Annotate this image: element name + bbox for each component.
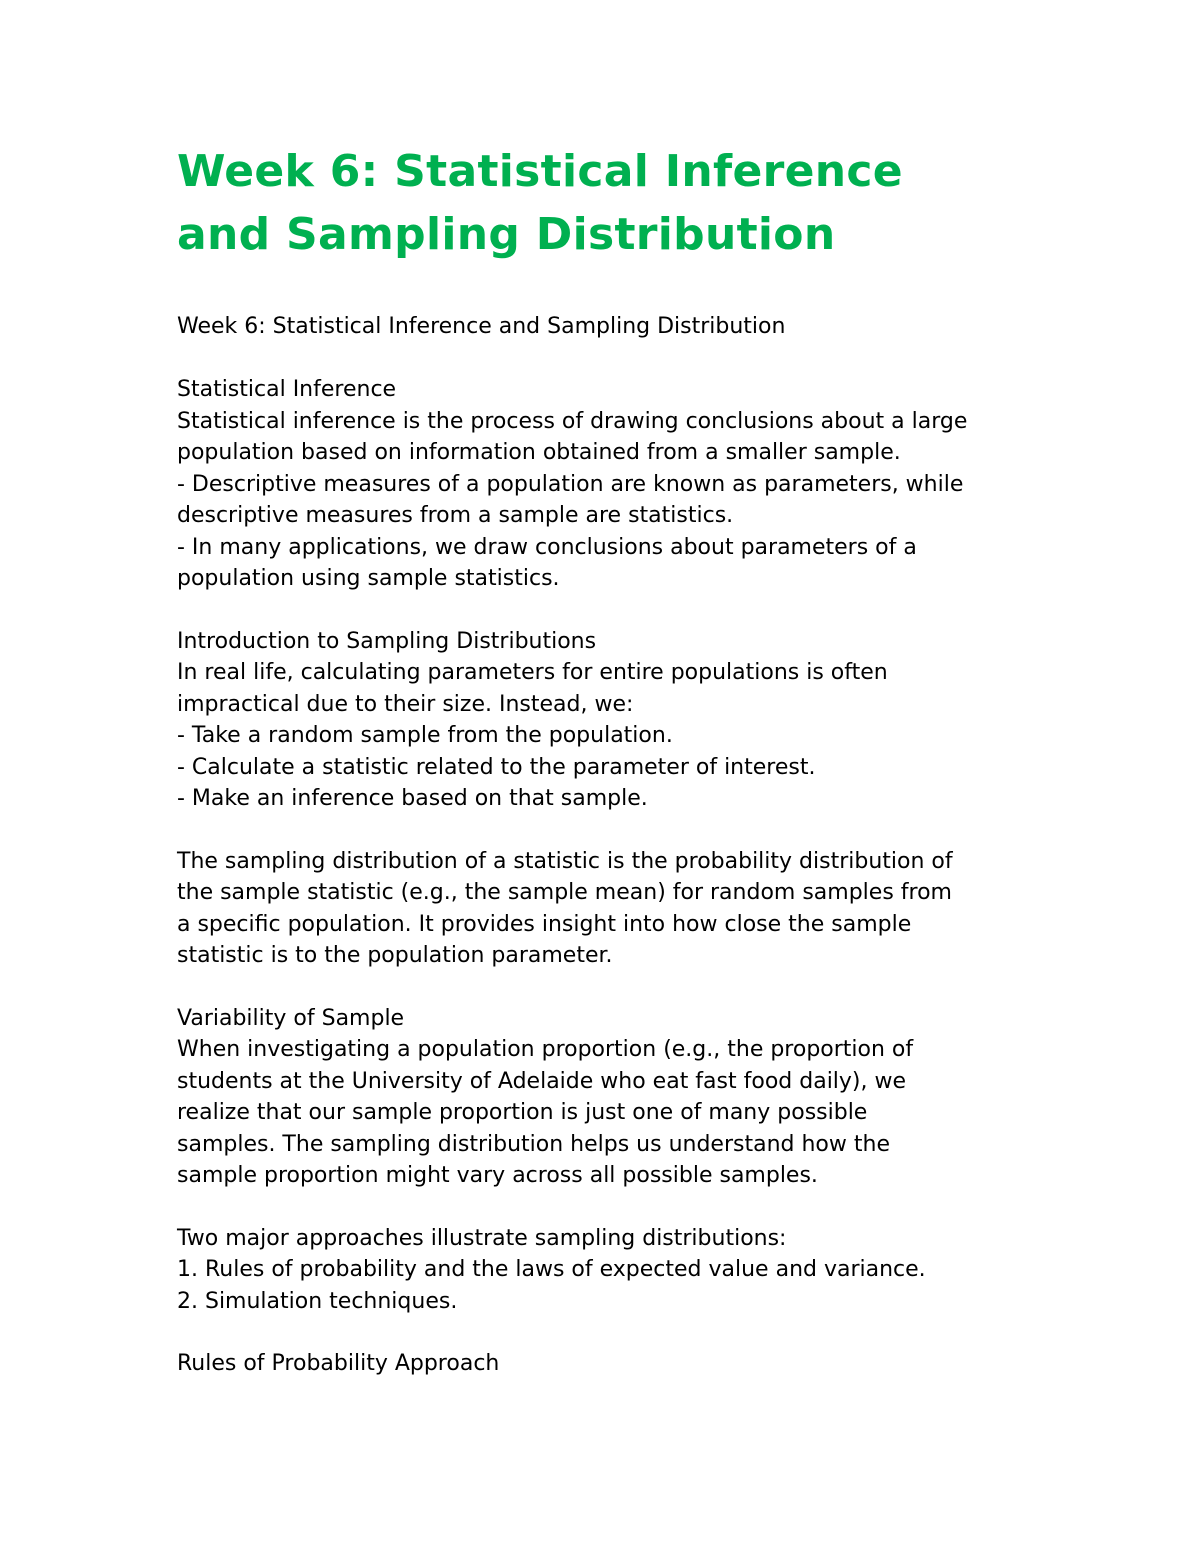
paragraph-line: The sampling distribution of a statistic is the probability distribution of	[177, 848, 953, 874]
intro-heading: Week 6: Statistical Inference and Sampling Distribution	[177, 314, 786, 339]
document-content	[177, 140, 1057, 1380]
section-statistical-inference	[177, 374, 1057, 595]
bullet-line: - Descriptive measures of a population are known as parameters, while	[177, 471, 964, 497]
paragraph-line: a specific population. It provides insight into how close the sample	[177, 911, 912, 937]
bullet-line: - Take a random sample from the population.	[177, 723, 673, 748]
paragraph-line: samples. The sampling distribution helps us understand how the	[177, 1131, 890, 1157]
paragraph-line: Statistical inference is the process of drawing conclusions about a large	[177, 408, 968, 434]
bullet-line: population using sample statistics.	[177, 566, 560, 591]
paragraph-line: realize that our sample proportion is just one of many possible	[177, 1100, 868, 1125]
section-heading: Rules of Probability Approach	[177, 1351, 500, 1376]
paragraph-line: students at the University of Adelaide who eat fast food daily), we	[177, 1068, 907, 1094]
paragraph-line: impractical due to their size. Instead, we:	[177, 691, 634, 717]
title-line-1: Week 6: Statistical Inference	[177, 146, 903, 197]
section-rules-of-probability	[177, 1348, 1057, 1380]
bullet-line: descriptive measures from a sample are statistics.	[177, 503, 734, 528]
paragraph-line: When investigating a population proportion (e.g., the proportion of	[177, 1037, 914, 1062]
section-heading: Statistical Inference	[177, 377, 397, 402]
paragraph-line: Two major approaches illustrate sampling distributions:	[177, 1225, 787, 1251]
section-heading: Introduction to Sampling Distributions	[177, 628, 597, 654]
paragraph-line: the sample statistic (e.g., the sample mean) for random samples from	[177, 880, 952, 905]
section-intro-sampling-distributions	[177, 626, 1057, 815]
document-title	[177, 140, 1057, 266]
paragraph-line: statistic is to the population parameter.	[177, 943, 613, 968]
paragraph-line: sample proportion might vary across all possible samples.	[177, 1163, 818, 1188]
paragraph-line: In real life, calculating parameters for entire populations is often	[177, 660, 888, 685]
section-sampling-distribution-definition	[177, 846, 1057, 972]
bullet-line: - In many applications, we draw conclusions about parameters of a	[177, 534, 917, 560]
numbered-item: 2. Simulation techniques.	[177, 1288, 458, 1314]
title-line-2: and Sampling Distribution	[177, 209, 836, 260]
bullet-line: - Make an inference based on that sample.	[177, 786, 648, 811]
section-two-approaches	[177, 1223, 1057, 1318]
section-variability-of-sample	[177, 1003, 1057, 1192]
numbered-item: 1. Rules of probability and the laws of expected value and variance.	[177, 1257, 926, 1282]
paragraph-line: population based on information obtained from a smaller sample.	[177, 440, 901, 465]
section-heading: Variability of Sample	[177, 1005, 405, 1031]
bullet-line: - Calculate a statistic related to the parameter of interest.	[177, 754, 816, 780]
